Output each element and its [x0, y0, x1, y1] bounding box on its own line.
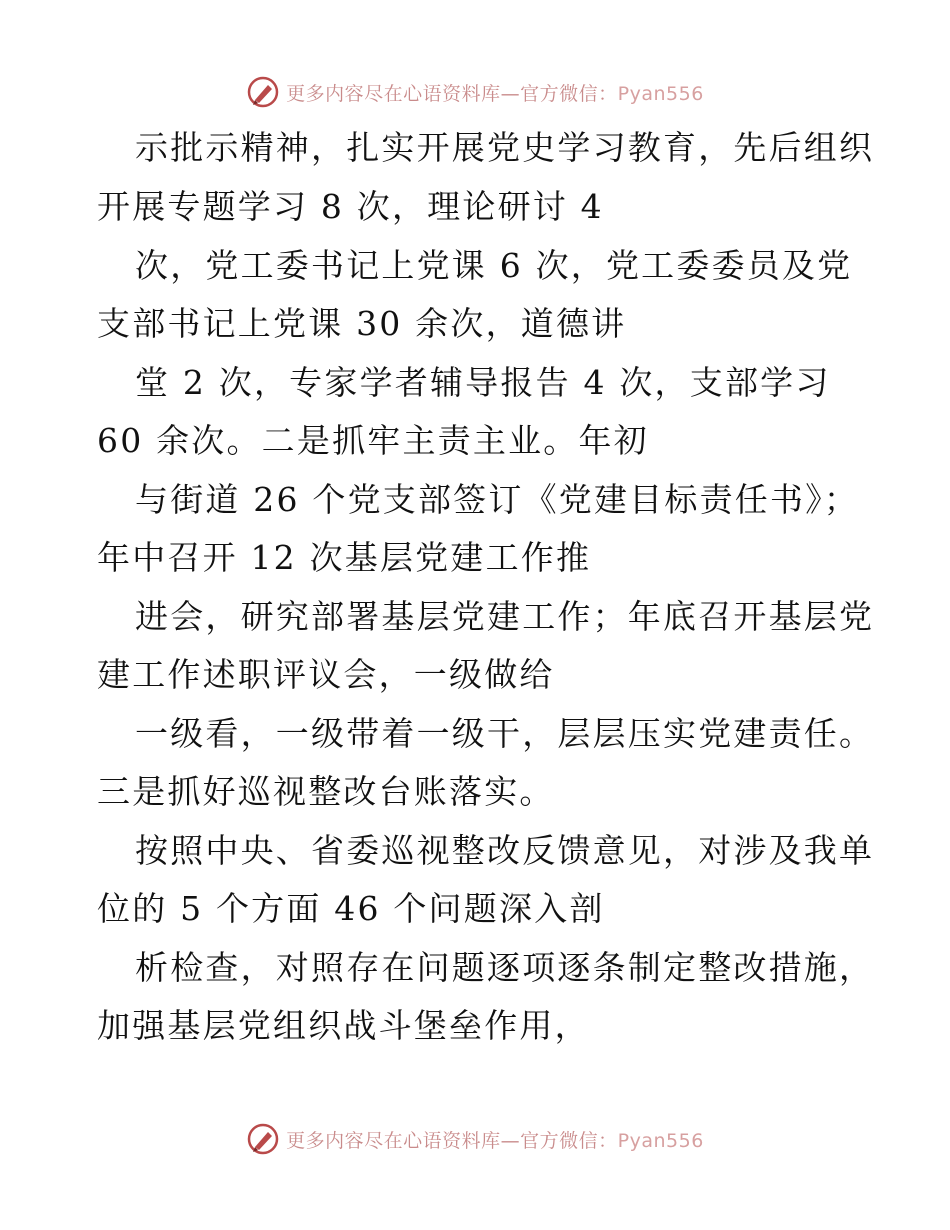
body-line: 开展专题学习 8 次，理论研讨 4	[97, 187, 604, 226]
body-line: 次，党工委书记上党课 6 次，党工委委员及党	[135, 246, 853, 285]
body-line: 按照中央、省委巡视整改反馈意见，对涉及我单	[135, 831, 875, 870]
watermark-text: 更多内容尽在心语资料库—官方微信：Pyan556	[286, 82, 704, 105]
body-line: 60 余次。二是抓牢主责主业。年初	[97, 421, 649, 460]
body-line: 年中召开 12 次基层党建工作推	[97, 538, 592, 577]
body-line: 堂 2 次，专家学者辅导报告 4 次，支部学习	[135, 363, 831, 402]
body-line: 加强基层党组织战斗堡垒作用，	[97, 1006, 590, 1045]
pen-logo-icon	[246, 75, 280, 109]
body-line: 支部书记上党课 30 余次，道德讲	[97, 304, 627, 343]
watermark-id: Pyan556	[617, 82, 704, 105]
pen-logo-icon	[246, 1122, 280, 1156]
body-line: 与街道 26 个党支部签订《党建目标责任书》；	[135, 480, 860, 519]
watermark-text: 更多内容尽在心语资料库—官方微信：Pyan556	[286, 1129, 704, 1152]
watermark-id: Pyan556	[617, 1129, 704, 1152]
body-line: 析检查，对照存在问题逐项逐条制定整改措施，	[135, 948, 875, 987]
body-line: 一级看，一级带着一级干，层层压实党建责任。	[135, 714, 875, 753]
body-line: 示批示精神，扎实开展党史学习教育，先后组织	[135, 128, 875, 167]
body-line: 进会，研究部署基层党建工作；年底召开基层党	[135, 597, 875, 636]
footer-watermark	[0, 1119, 950, 1159]
header-watermark	[0, 72, 950, 112]
body-line: 位的 5 个方面 46 个问题深入剖	[97, 889, 605, 928]
body-line: 建工作述职评议会，一级做给	[97, 655, 555, 694]
body-line: 三是抓好巡视整改台账落实。	[97, 772, 555, 811]
